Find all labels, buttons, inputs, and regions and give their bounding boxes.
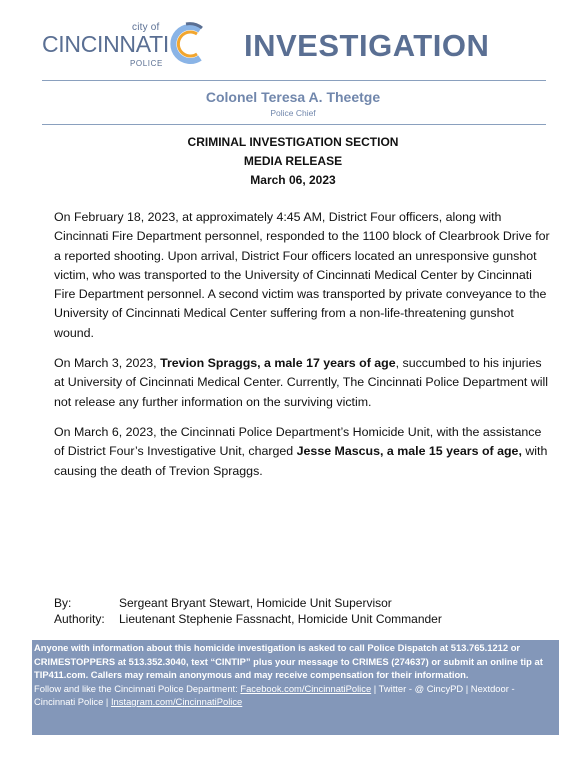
logo-police-text: POLICE [130,59,163,68]
logo-main-text: CINCINNATI [42,31,169,57]
tip-text: Anyone with information about this homicide investigation is asked to call Police Dispatch at 513.765.1212 or CRIMESTOPPERS at 513.352.3040, text “CINTIP” plus your message to CRIMES (274637) or submit an online tip at TIP411.com. Callers may remain anonymous and may receive compensation for their information. [34,642,543,680]
paragraph-3-text-end: with causing the death of Trevion Spraggs. [54,444,548,478]
logo-city-text: city of [132,22,160,33]
release-type: MEDIA RELEASE [243,154,343,168]
paragraph-1: On February 18, 2023, at approximately 4:45 AM, District Four officers, along with Cincinnati Fire Department personnel, responded to the 1100 block of Clearbrook Drive for a reported shooting. Upon arrival, District Four officers located an unresponsive gunshot victim, who was transported to the University of Cincinnati Medical Center by Cincinnati Fire Department personnel. A second victim was transported by private conveyance to the University of Cincinnati Medical Center suffering from a non-life-threatening gunshot wound. [54,210,550,340]
instagram-link[interactable]: Instagram.com/CincinnatiPolice [110,696,243,707]
paragraph-3 [54,423,554,481]
authority-row [54,612,442,628]
by-value: Sergeant Bryant Stewart, Homicide Unit Supervisor [119,596,392,610]
header-divider [42,80,546,81]
authority-label: Authority: [54,611,105,626]
chief-title: Police Chief [270,108,316,118]
paragraph-3-text: On March 6, 2023, the Cincinnati Police Department’s Homicide Unit, with the assistance of District Four’s Investigative Unit, charged [54,424,542,459]
facebook-link[interactable]: Facebook.com/CincinnatiPolice [240,682,372,694]
by-label: By: [54,596,72,610]
follow-text: Follow and like the Cincinnati Police Department: [34,682,241,694]
release-body [54,208,554,492]
chief-name: Colonel Teresa A. Theetge [205,89,381,105]
footer-info-box [32,640,559,735]
logo-c-mark-icon [166,20,210,68]
signature-block [54,596,442,627]
page-headline: INVESTIGATION [244,28,490,63]
by-row [54,596,442,612]
paragraph-2-text: On March 3, 2023, [54,356,161,371]
release-date: March 06, 2023 [250,173,336,187]
cincinnati-police-logo [42,22,212,70]
victim-name: Trevion Spraggs, a male 17 years of age [160,356,396,371]
authority-value: Lieutenant Stephenie Fassnacht, Homicide Unit Commander [119,611,442,626]
chief-divider [42,124,546,125]
suspect-name: Jesse Mascus, a male 15 years of age, [296,444,522,459]
section-name: CRIMINAL INVESTIGATION SECTION [187,135,399,149]
social-links [34,682,557,709]
paragraph-2 [54,354,554,412]
paragraph-2-text-end: , succumbed to his injuries at University of Cincinnati Medical Center. Currently, The Cincinnati Police Department will not release any further information on the surviving victim. [54,356,548,409]
release-header [0,133,586,190]
social-separator: | Twitter - @ CincyPD | Nextdoor - Cincinnati Police | [34,682,515,707]
